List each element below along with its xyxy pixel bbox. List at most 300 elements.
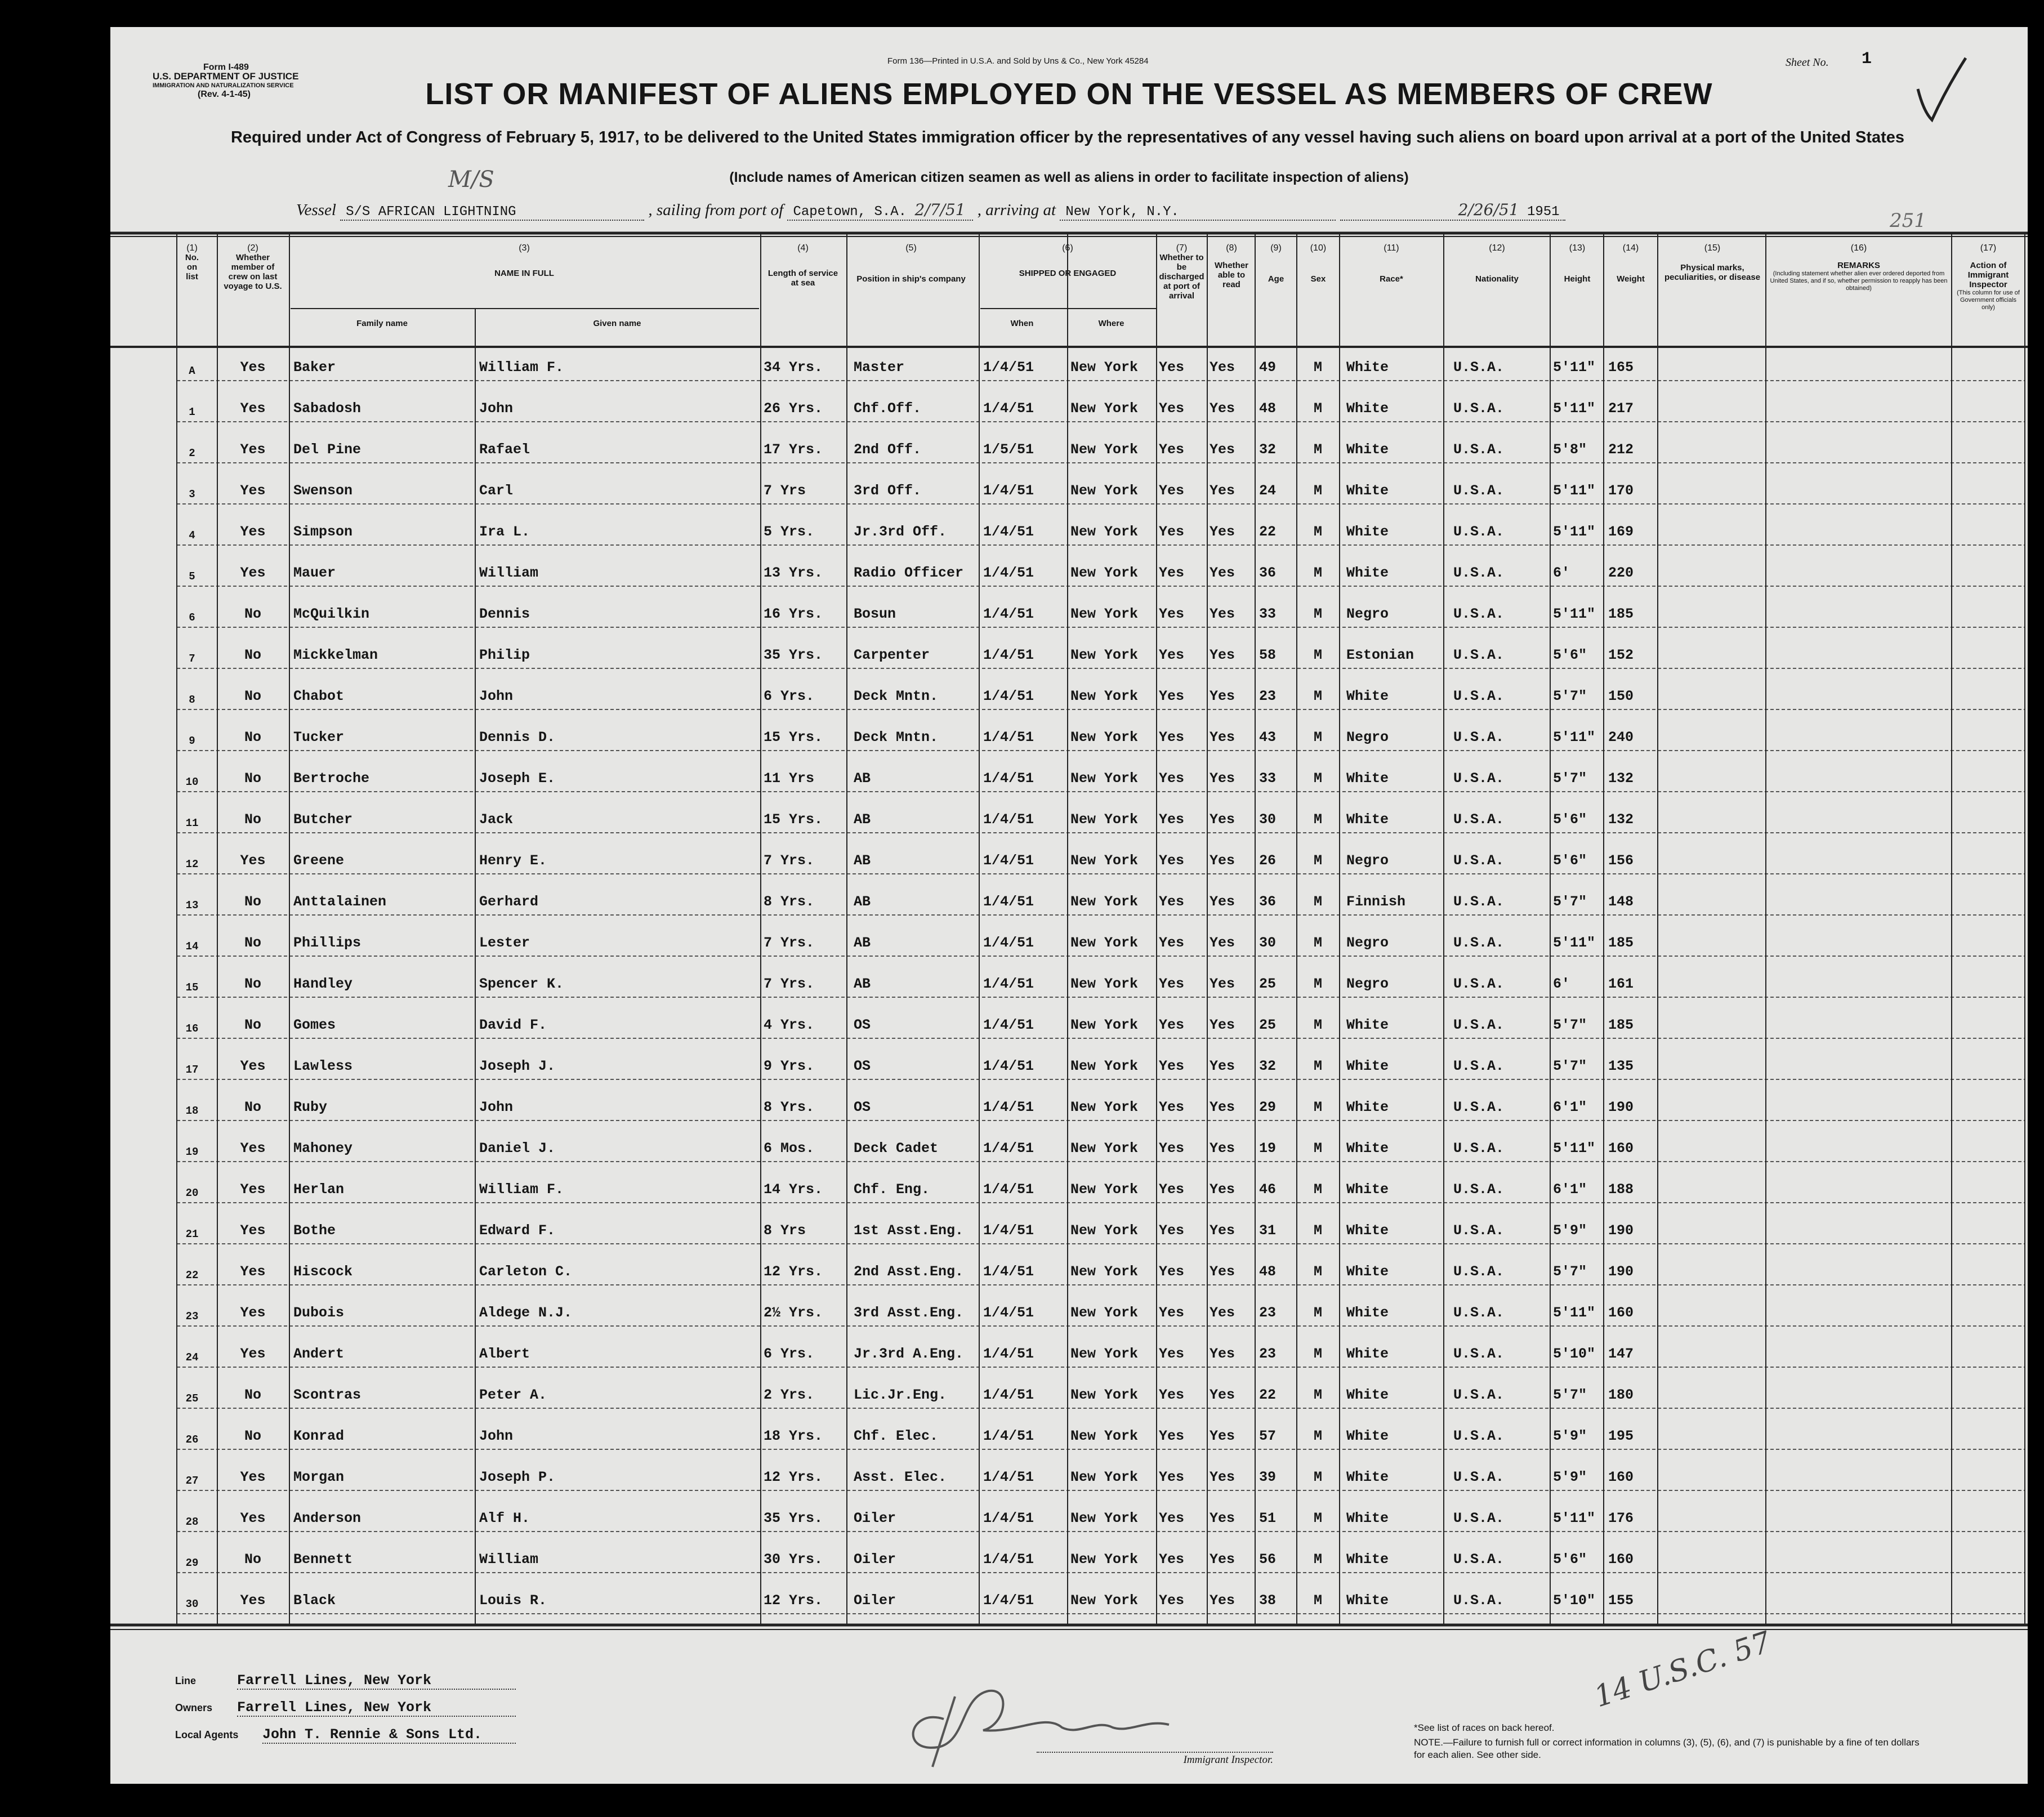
cell-discharge: Yes	[1159, 811, 1185, 828]
cell-race: Finnish	[1346, 894, 1406, 910]
cell-where: New York	[1070, 770, 1139, 787]
cell-family: Ruby	[293, 1099, 328, 1115]
cell-no: 9	[189, 735, 195, 747]
col-header-remarks	[1769, 243, 1949, 292]
cell-race: White	[1346, 688, 1389, 704]
cell-no: 26	[185, 1434, 199, 1446]
cell-sex: M	[1313, 1017, 1322, 1033]
cell-given: Joseph J.	[479, 1058, 556, 1074]
cell-when: 1/4/51	[983, 770, 1034, 787]
cell-sex: M	[1313, 729, 1322, 745]
cell-height: 5'10"	[1553, 1346, 1596, 1362]
cell-position: OS	[854, 1099, 871, 1115]
cell-age: 31	[1259, 1222, 1277, 1239]
cell-family: Gomes	[293, 1017, 336, 1033]
cell-prev: No	[244, 894, 261, 910]
cell-sex: M	[1313, 811, 1322, 828]
vessel-name-field: S/S AFRICAN LIGHTNING	[340, 204, 644, 221]
cell-read: Yes	[1210, 1058, 1235, 1074]
line-row	[175, 1672, 516, 1689]
cell-position: OS	[854, 1017, 871, 1033]
cell-discharge: Yes	[1159, 1428, 1185, 1444]
cell-position: AB	[854, 976, 871, 992]
cell-given: Philip	[479, 647, 530, 663]
cell-family: Baker	[293, 359, 336, 376]
col-number: (1)	[186, 243, 198, 253]
cell-prev: Yes	[240, 1305, 266, 1321]
col-header-shipped-when: When	[1010, 319, 1034, 328]
cell-age: 49	[1259, 359, 1277, 376]
col-number: (7)	[1176, 243, 1188, 253]
cell-where: New York	[1070, 1099, 1139, 1115]
arrival-date-field	[1340, 200, 1565, 221]
cell-nationality: U.S.A.	[1453, 1140, 1505, 1157]
cell-no: 18	[185, 1105, 199, 1117]
cell-discharge: Yes	[1159, 1264, 1185, 1280]
cell-age: 30	[1259, 935, 1277, 951]
cell-read: Yes	[1210, 1592, 1235, 1609]
cell-age: 22	[1259, 524, 1277, 540]
col-header-previous-voyage	[222, 243, 284, 291]
cell-when: 1/4/51	[983, 1181, 1034, 1198]
cell-position: 2nd Asst.Eng.	[854, 1264, 964, 1280]
cell-no: 29	[185, 1557, 199, 1569]
cell-position: Lic.Jr.Eng.	[854, 1387, 947, 1403]
cell-family: Del Pine	[293, 441, 362, 458]
cell-when: 1/4/51	[983, 1551, 1034, 1568]
cell-read: Yes	[1210, 894, 1235, 910]
cell-when: 1/4/51	[983, 894, 1034, 910]
cell-sex: M	[1313, 935, 1322, 951]
col-header-shipped-where: Where	[1098, 319, 1124, 328]
cell-race: White	[1346, 1305, 1389, 1321]
cell-prev: No	[244, 770, 261, 787]
sailing-date-handwritten: 2/7/51	[914, 200, 966, 219]
cell-age: 39	[1259, 1469, 1277, 1485]
cell-service: 7 Yrs.	[764, 976, 815, 992]
cell-no: A	[189, 365, 195, 377]
col-sublabel: (This column for use of Government officials only)	[1957, 289, 2020, 311]
penalty-note: NOTE.—Failure to furnish full or correct information in columns (3), (5), (6), and (7) is punishable by a fine of ten dollars for each alien. See other side.	[1414, 1737, 1920, 1760]
cell-where: New York	[1070, 483, 1139, 499]
cell-no: 10	[185, 776, 199, 788]
cell-discharge: Yes	[1159, 524, 1185, 540]
cell-when: 1/4/51	[983, 524, 1034, 540]
cell-sex: M	[1313, 647, 1322, 663]
cell-discharge: Yes	[1159, 935, 1185, 951]
cell-discharge: Yes	[1159, 1222, 1185, 1239]
cell-read: Yes	[1210, 524, 1235, 540]
cell-age: 22	[1259, 1387, 1277, 1403]
col-header-read	[1208, 243, 1255, 289]
owners-label: Owners	[175, 1702, 213, 1713]
cell-position: Master	[854, 359, 905, 376]
cell-weight: 165	[1608, 359, 1634, 376]
cell-nationality: U.S.A.	[1453, 935, 1505, 951]
cell-sex: M	[1313, 1181, 1322, 1198]
cell-sex: M	[1313, 976, 1322, 992]
col-header-position	[849, 243, 973, 284]
cell-read: Yes	[1210, 1510, 1235, 1526]
col-number: (2)	[247, 243, 258, 253]
col-number: (5)	[905, 243, 917, 253]
cell-position: Deck Cadet	[854, 1140, 939, 1157]
cell-race: Negro	[1346, 852, 1389, 869]
cell-service: 17 Yrs.	[764, 441, 823, 458]
cell-discharge: Yes	[1159, 894, 1185, 910]
owners-value: Farrell Lines, New York	[237, 1699, 516, 1717]
owners-row	[175, 1699, 516, 1716]
cell-discharge: Yes	[1159, 441, 1185, 458]
cell-where: New York	[1070, 1592, 1139, 1609]
cell-height: 5'9"	[1553, 1469, 1587, 1485]
cell-family: Konrad	[293, 1428, 345, 1444]
cell-sex: M	[1313, 1551, 1322, 1568]
cell-discharge: Yes	[1159, 1140, 1185, 1157]
cell-family: Mauer	[293, 565, 336, 581]
cell-given: Albert	[479, 1346, 530, 1362]
cell-read: Yes	[1210, 565, 1235, 581]
cell-no: 21	[185, 1228, 199, 1240]
cell-prev: No	[244, 811, 261, 828]
cell-prev: No	[244, 688, 261, 704]
cell-nationality: U.S.A.	[1453, 606, 1505, 622]
cell-no: 7	[189, 653, 195, 665]
cell-no: 27	[185, 1475, 199, 1487]
cell-where: New York	[1070, 1222, 1139, 1239]
cell-prev: Yes	[240, 483, 266, 499]
cell-sex: M	[1313, 524, 1322, 540]
cell-read: Yes	[1210, 1099, 1235, 1115]
cell-nationality: U.S.A.	[1453, 811, 1505, 828]
cell-discharge: Yes	[1159, 565, 1185, 581]
cell-position: AB	[854, 935, 871, 951]
cell-service: 6 Yrs.	[764, 688, 815, 704]
cell-nationality: U.S.A.	[1453, 359, 1505, 376]
cell-given: Gerhard	[479, 894, 539, 910]
cell-service: 7 Yrs.	[764, 935, 815, 951]
cell-position: Jr.3rd A.Eng.	[854, 1346, 964, 1362]
cell-where: New York	[1070, 688, 1139, 704]
col-number: (14)	[1622, 243, 1639, 253]
cell-read: Yes	[1210, 935, 1235, 951]
cell-race: White	[1346, 811, 1389, 828]
cell-where: New York	[1070, 359, 1139, 376]
cell-prev: No	[244, 1551, 261, 1568]
cell-weight: 220	[1608, 565, 1634, 581]
cell-given: Aldege N.J.	[479, 1305, 573, 1321]
cell-when: 1/4/51	[983, 1017, 1034, 1033]
cell-given: Lester	[479, 935, 530, 951]
col-label: Action of Immigrant Inspector	[1967, 261, 2009, 289]
col-label: Height	[1564, 274, 1591, 284]
cell-given: Louis R.	[479, 1592, 547, 1609]
cell-discharge: Yes	[1159, 1551, 1185, 1568]
cell-no: 13	[185, 899, 199, 912]
cell-weight: 161	[1608, 976, 1634, 992]
cell-when: 1/4/51	[983, 1222, 1034, 1239]
cell-prev: Yes	[240, 1264, 266, 1280]
col-number: (10)	[1310, 243, 1327, 253]
col-label: Length of service at sea	[767, 269, 838, 288]
col-number: (16)	[1850, 243, 1867, 253]
cell-when: 1/4/51	[983, 1387, 1034, 1403]
cell-sex: M	[1313, 1058, 1322, 1074]
cell-where: New York	[1070, 1264, 1139, 1280]
cell-no: 8	[189, 694, 195, 706]
col-number: (12)	[1489, 243, 1505, 253]
cell-race: White	[1346, 1058, 1389, 1074]
cell-when: 1/4/51	[983, 688, 1034, 704]
cell-service: 8 Yrs.	[764, 894, 815, 910]
cell-read: Yes	[1210, 1264, 1235, 1280]
cell-when: 1/4/51	[983, 935, 1034, 951]
cell-family: Anttalainen	[293, 894, 387, 910]
cell-read: Yes	[1210, 729, 1235, 745]
cell-height: 5'6"	[1553, 647, 1587, 663]
cell-height: 5'11"	[1553, 1510, 1596, 1526]
cell-prev: No	[244, 1428, 261, 1444]
cell-where: New York	[1070, 1551, 1139, 1568]
cell-service: 8 Yrs.	[764, 1099, 815, 1115]
cell-height: 5'9"	[1553, 1428, 1587, 1444]
cell-height: 5'8"	[1553, 441, 1587, 458]
col-sublabel: (Including statement whether alien ever ordered deported from United States, and if so, whether permission to reapply has been obtained)	[1770, 270, 1948, 292]
cell-weight: 156	[1608, 852, 1634, 869]
cell-discharge: Yes	[1159, 1099, 1185, 1115]
cell-prev: Yes	[240, 1592, 266, 1609]
col-number: (8)	[1226, 243, 1237, 253]
cell-when: 1/4/51	[983, 811, 1034, 828]
cell-family: Sabadosh	[293, 400, 362, 417]
cell-sex: M	[1313, 359, 1322, 376]
cell-weight: 132	[1608, 811, 1634, 828]
cell-prev: Yes	[240, 1181, 266, 1198]
sailing-label: , sailing from port of	[648, 201, 784, 219]
cell-race: White	[1346, 524, 1389, 540]
cell-height: 5'11"	[1553, 359, 1596, 376]
col-header-sex	[1298, 243, 1338, 284]
cell-weight: 160	[1608, 1140, 1634, 1157]
cell-weight: 190	[1608, 1099, 1634, 1115]
col-label: Whether to be discharged at port of arrival	[1159, 253, 1204, 301]
cell-read: Yes	[1210, 1181, 1235, 1198]
cell-weight: 147	[1608, 1346, 1634, 1362]
cell-where: New York	[1070, 894, 1139, 910]
cell-service: 2 Yrs.	[764, 1387, 815, 1403]
cell-service: 14 Yrs.	[764, 1181, 823, 1198]
cell-family: Mickkelman	[293, 647, 378, 663]
cell-position: AB	[854, 770, 871, 787]
cell-family: Lawless	[293, 1058, 353, 1074]
cell-weight: 135	[1608, 1058, 1634, 1074]
cell-sex: M	[1313, 400, 1322, 417]
cell-nationality: U.S.A.	[1453, 400, 1505, 417]
cell-position: Oiler	[854, 1510, 896, 1526]
cell-read: Yes	[1210, 441, 1235, 458]
cell-discharge: Yes	[1159, 1346, 1185, 1362]
cell-prev: Yes	[240, 1222, 266, 1239]
cell-given: Dennis D.	[479, 729, 556, 745]
cell-position: Deck Mntn.	[854, 688, 939, 704]
cell-prev: No	[244, 1099, 261, 1115]
cell-height: 5'7"	[1553, 1387, 1587, 1403]
cell-when: 1/4/51	[983, 565, 1034, 581]
cell-height: 5'6"	[1553, 852, 1587, 869]
cell-age: 30	[1259, 811, 1277, 828]
cell-family: Tucker	[293, 729, 345, 745]
line-value: Farrell Lines, New York	[237, 1672, 516, 1690]
cell-given: Carl	[479, 483, 514, 499]
cell-no: 11	[185, 817, 199, 829]
cell-family: Scontras	[293, 1387, 362, 1403]
cell-family: Bertroche	[293, 770, 370, 787]
cell-weight: 217	[1608, 400, 1634, 417]
cell-service: 11 Yrs	[764, 770, 815, 787]
sheet-number-label: Sheet No.	[1786, 56, 1829, 69]
cell-when: 1/4/51	[983, 1058, 1034, 1074]
cell-service: 6 Mos.	[764, 1140, 815, 1157]
cell-family: Morgan	[293, 1469, 345, 1485]
cell-service: 13 Yrs.	[764, 565, 823, 581]
cell-no: 2	[189, 447, 195, 459]
cell-when: 1/4/51	[983, 1510, 1034, 1526]
cell-read: Yes	[1210, 1305, 1235, 1321]
cell-sex: M	[1313, 1264, 1322, 1280]
col-number: (17)	[1980, 243, 1997, 253]
col-label: Physical marks, peculiarities, or disease	[1664, 263, 1761, 282]
cell-service: 15 Yrs.	[764, 729, 823, 745]
cell-race: White	[1346, 441, 1389, 458]
cell-given: John	[479, 688, 514, 704]
cell-family: Butcher	[293, 811, 353, 828]
races-footnote: *See list of races on back hereof.	[1414, 1722, 1555, 1733]
cell-sex: M	[1313, 852, 1322, 869]
cell-discharge: Yes	[1159, 606, 1185, 622]
cell-family: Herlan	[293, 1181, 345, 1198]
cell-age: 51	[1259, 1510, 1277, 1526]
cell-where: New York	[1070, 1140, 1139, 1157]
cell-where: New York	[1070, 1305, 1139, 1321]
cell-prev: No	[244, 647, 261, 663]
col-header-given-name: Given name	[593, 319, 641, 328]
cell-read: Yes	[1210, 359, 1235, 376]
cell-read: Yes	[1210, 400, 1235, 417]
cell-race: White	[1346, 1264, 1389, 1280]
cell-age: 33	[1259, 606, 1277, 622]
cell-race: White	[1346, 1592, 1389, 1609]
cell-service: 7 Yrs	[764, 483, 806, 499]
cell-race: Estonian	[1346, 647, 1414, 663]
cell-race: White	[1346, 359, 1389, 376]
cell-race: White	[1346, 1181, 1389, 1198]
cell-read: Yes	[1210, 647, 1235, 663]
cell-when: 1/4/51	[983, 976, 1034, 992]
cell-sex: M	[1313, 441, 1322, 458]
cell-no: 15	[185, 981, 199, 994]
cell-given: John	[479, 1099, 514, 1115]
page-number-stamp: 251	[1890, 209, 1926, 232]
cell-given: David F.	[479, 1017, 547, 1033]
cell-height: 6'	[1553, 976, 1570, 992]
cell-given: John	[479, 1428, 514, 1444]
cell-service: 18 Yrs.	[764, 1428, 823, 1444]
cell-nationality: U.S.A.	[1453, 1222, 1505, 1239]
cell-position: 3rd Off.	[854, 483, 922, 499]
cell-nationality: U.S.A.	[1453, 688, 1505, 704]
cell-prev: No	[244, 935, 261, 951]
cell-no: 17	[185, 1064, 199, 1076]
cell-service: 12 Yrs.	[764, 1592, 823, 1609]
cell-height: 6'	[1553, 565, 1570, 581]
cell-age: 58	[1259, 647, 1277, 663]
col-label: SHIPPED OR ENGAGED	[1019, 269, 1117, 278]
cell-family: Black	[293, 1592, 336, 1609]
cell-family: Bothe	[293, 1222, 336, 1239]
cell-no: 23	[185, 1310, 199, 1323]
cell-nationality: U.S.A.	[1453, 524, 1505, 540]
cell-race: White	[1346, 1140, 1389, 1157]
cell-family: McQuilkin	[293, 606, 370, 622]
cell-nationality: U.S.A.	[1453, 1469, 1505, 1485]
cell-height: 5'11"	[1553, 935, 1596, 951]
cell-discharge: Yes	[1159, 1387, 1185, 1403]
cell-given: William F.	[479, 1181, 564, 1198]
cell-age: 43	[1259, 729, 1277, 745]
cell-read: Yes	[1210, 483, 1235, 499]
cell-race: White	[1346, 1346, 1389, 1362]
cell-weight: 180	[1608, 1387, 1634, 1403]
cell-service: 4 Yrs.	[764, 1017, 815, 1033]
col-header-height	[1552, 243, 1603, 284]
cell-where: New York	[1070, 1346, 1139, 1362]
sheet-number: 1	[1862, 50, 1872, 69]
cell-discharge: Yes	[1159, 1469, 1185, 1485]
cell-weight: 160	[1608, 1551, 1634, 1568]
cell-nationality: U.S.A.	[1453, 1510, 1505, 1526]
form-subtitle: Required under Act of Congress of February 5, 1917, to be delivered to the United States immigration officer by the representatives of any vessel having such aliens on board upon arrival at a port of the United States	[230, 128, 1905, 146]
agents-value: John T. Rennie & Sons Ltd.	[262, 1726, 516, 1744]
cell-height: 5'6"	[1553, 1551, 1587, 1568]
col-label: NAME IN FULL	[494, 269, 554, 278]
col-label: Position in ship's company	[856, 274, 966, 284]
cell-position: Deck Mntn.	[854, 729, 939, 745]
arriving-label: , arriving at	[977, 201, 1056, 219]
cell-no: 14	[185, 940, 199, 953]
cell-read: Yes	[1210, 1469, 1235, 1485]
cell-sex: M	[1313, 688, 1322, 704]
cell-position: Chf.Off.	[854, 400, 922, 417]
inspector-label: Immigrant Inspector.	[1037, 1752, 1273, 1766]
cell-position: Jr.3rd Off.	[854, 524, 947, 540]
cell-when: 1/4/51	[983, 1346, 1034, 1362]
col-header-inspector-action	[1954, 243, 2022, 311]
cell-race: White	[1346, 565, 1389, 581]
cell-when: 1/4/51	[983, 1469, 1034, 1485]
cell-when: 1/4/51	[983, 359, 1034, 376]
cell-read: Yes	[1210, 770, 1235, 787]
cell-race: White	[1346, 483, 1389, 499]
col-header-family-name: Family name	[356, 319, 408, 328]
cell-weight: 185	[1608, 606, 1634, 622]
cell-age: 48	[1259, 400, 1277, 417]
manifest-sheet	[110, 27, 2028, 1784]
cell-family: Phillips	[293, 935, 362, 951]
cell-prev: Yes	[240, 565, 266, 581]
cell-where: New York	[1070, 441, 1139, 458]
cell-where: New York	[1070, 1017, 1139, 1033]
cell-read: Yes	[1210, 1346, 1235, 1362]
